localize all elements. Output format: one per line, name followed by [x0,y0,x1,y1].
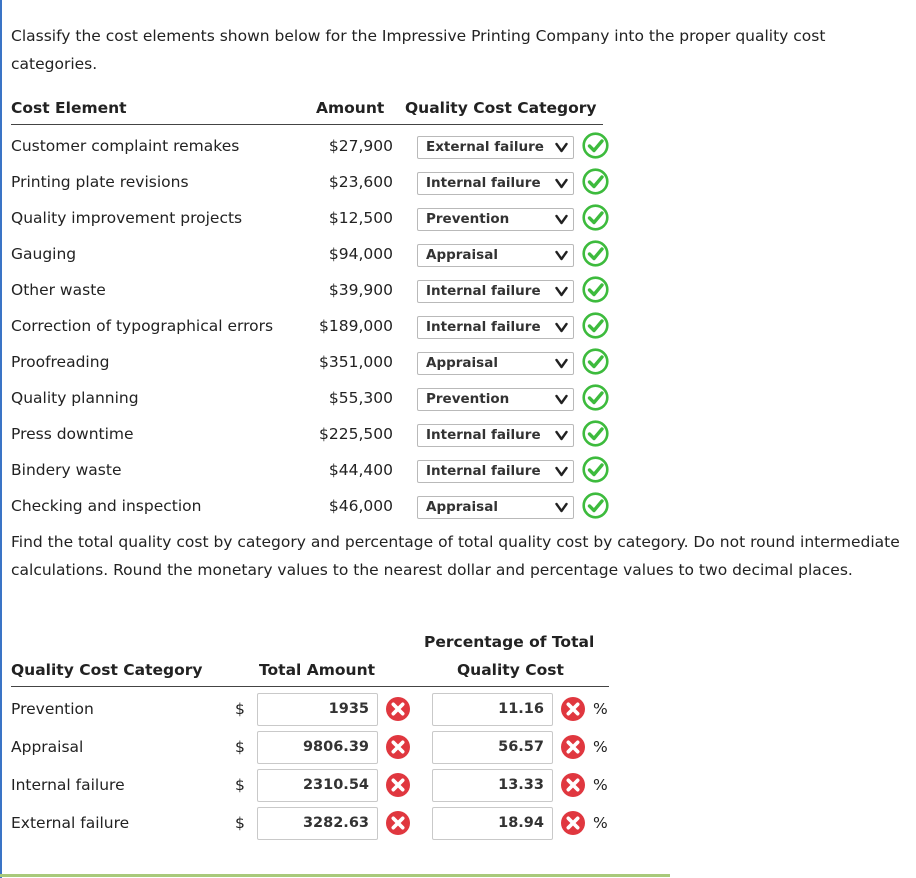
category-label: Prevention [11,700,94,718]
chevron-down-icon [555,502,568,513]
category-label: Internal failure [11,776,125,794]
totals-header-divider [11,686,609,687]
category-select[interactable] [417,244,574,267]
category-select[interactable] [417,208,574,231]
correct-check-icon [582,384,609,411]
cost-amount: $55,300 [328,389,393,407]
category-select-value: Prevention [426,391,510,407]
header-total-amount: Total Amount [259,661,376,679]
category-select-value: Internal failure [426,175,541,191]
category-select[interactable] [417,172,574,195]
header-amount: Amount [316,99,385,117]
cost-amount: $189,000 [319,317,393,335]
cost-amount: $46,000 [328,497,393,515]
total-amount-input[interactable]: 3282.63 [257,807,378,840]
percent-sign: % [593,738,608,756]
header-percentage-line1: Percentage of Total [424,633,595,651]
chevron-down-icon [555,286,568,297]
header-cost-element: Cost Element [11,99,127,117]
incorrect-x-icon [385,734,411,760]
cost-element-label: Press downtime [11,425,134,443]
chevron-down-icon [555,178,568,189]
chevron-down-icon [555,214,568,225]
incorrect-x-icon [385,696,411,722]
category-select-value: Internal failure [426,463,541,479]
cost-amount: $39,900 [328,281,393,299]
cost-amount: $27,900 [328,137,393,155]
total-amount-input[interactable]: 1935 [257,693,378,726]
category-select-value: Internal failure [426,319,541,335]
category-select[interactable] [417,388,574,411]
correct-check-icon [582,276,609,303]
category-select-value: Prevention [426,211,510,227]
cost-element-label: Correction of typographical errors [11,317,274,335]
category-label: Appraisal [11,738,84,756]
category-select[interactable] [417,316,574,339]
percentage-input[interactable]: 56.57 [432,731,553,764]
cost-amount: $351,000 [319,353,393,371]
incorrect-x-icon [385,810,411,836]
cost-amount: $94,000 [328,245,393,263]
cost-element-label: Customer complaint remakes [11,137,240,155]
incorrect-x-icon [560,696,586,722]
correct-check-icon [582,240,609,267]
percent-sign: % [593,814,608,832]
category-select-value: Internal failure [426,427,541,443]
percent-sign: % [593,776,608,794]
chevron-down-icon [555,142,568,153]
dollar-sign: $ [235,814,245,832]
intro-text: Classify the cost elements shown below for the Impressive Printing Company into the proper quality cost categories. [11,27,826,73]
cost-element-label: Bindery waste [11,461,122,479]
cost-element-label: Proofreading [11,353,110,371]
percent-sign: % [593,700,608,718]
percentage-input[interactable]: 18.94 [432,807,553,840]
chevron-down-icon [555,430,568,441]
incorrect-x-icon [560,810,586,836]
total-amount-input[interactable]: 9806.39 [257,731,378,764]
header-quality-cost-category: Quality Cost Category [405,99,597,117]
category-select[interactable] [417,136,574,159]
chevron-down-icon [555,466,568,477]
left-border [0,0,2,878]
correct-check-icon [582,348,609,375]
category-select[interactable] [417,424,574,447]
chevron-down-icon [555,250,568,261]
dollar-sign: $ [235,776,245,794]
category-select[interactable] [417,460,574,483]
header-percentage-line2: Quality Cost [457,661,564,679]
correct-check-icon [582,420,609,447]
total-amount-input[interactable]: 2310.54 [257,769,378,802]
percentage-input[interactable]: 13.33 [432,769,553,802]
category-select[interactable] [417,496,574,519]
category-select-value: Appraisal [426,247,498,263]
incorrect-x-icon [560,772,586,798]
incorrect-x-icon [560,734,586,760]
cost-amount: $12,500 [328,209,393,227]
chevron-down-icon [555,358,568,369]
category-select-value: Appraisal [426,355,498,371]
dollar-sign: $ [235,738,245,756]
cost-element-label: Gauging [11,245,77,263]
cost-amount: $23,600 [328,173,393,191]
cost-element-label: Printing plate revisions [11,173,189,191]
category-select-value: Appraisal [426,499,498,515]
correct-check-icon [582,492,609,519]
cost-element-label: Quality improvement projects [11,209,243,227]
correct-check-icon [582,132,609,159]
incorrect-x-icon [385,772,411,798]
chevron-down-icon [555,322,568,333]
cost-amount: $44,400 [328,461,393,479]
percentage-input[interactable]: 11.16 [432,693,553,726]
category-select-value: External failure [426,139,544,155]
instructions-text: Find the total quality cost by category and percentage of total quality cost by category. Do not round intermediate calculations. Round the monetary values to the nearest dollar and percentage values to two decimal places. [11,533,900,579]
category-select[interactable] [417,352,574,375]
chevron-down-icon [555,394,568,405]
bottom-border [0,874,670,877]
category-select[interactable] [417,280,574,303]
cost-element-label: Quality planning [11,389,139,407]
correct-check-icon [582,312,609,339]
header-category: Quality Cost Category [11,661,203,679]
correct-check-icon [582,168,609,195]
cost-element-label: Other waste [11,281,106,299]
cost-element-label: Checking and inspection [11,497,202,515]
category-label: External failure [11,814,130,832]
category-select-value: Internal failure [426,283,541,299]
dollar-sign: $ [235,700,245,718]
correct-check-icon [582,204,609,231]
cost-amount: $225,500 [319,425,393,443]
correct-check-icon [582,456,609,483]
header-divider [11,124,603,125]
